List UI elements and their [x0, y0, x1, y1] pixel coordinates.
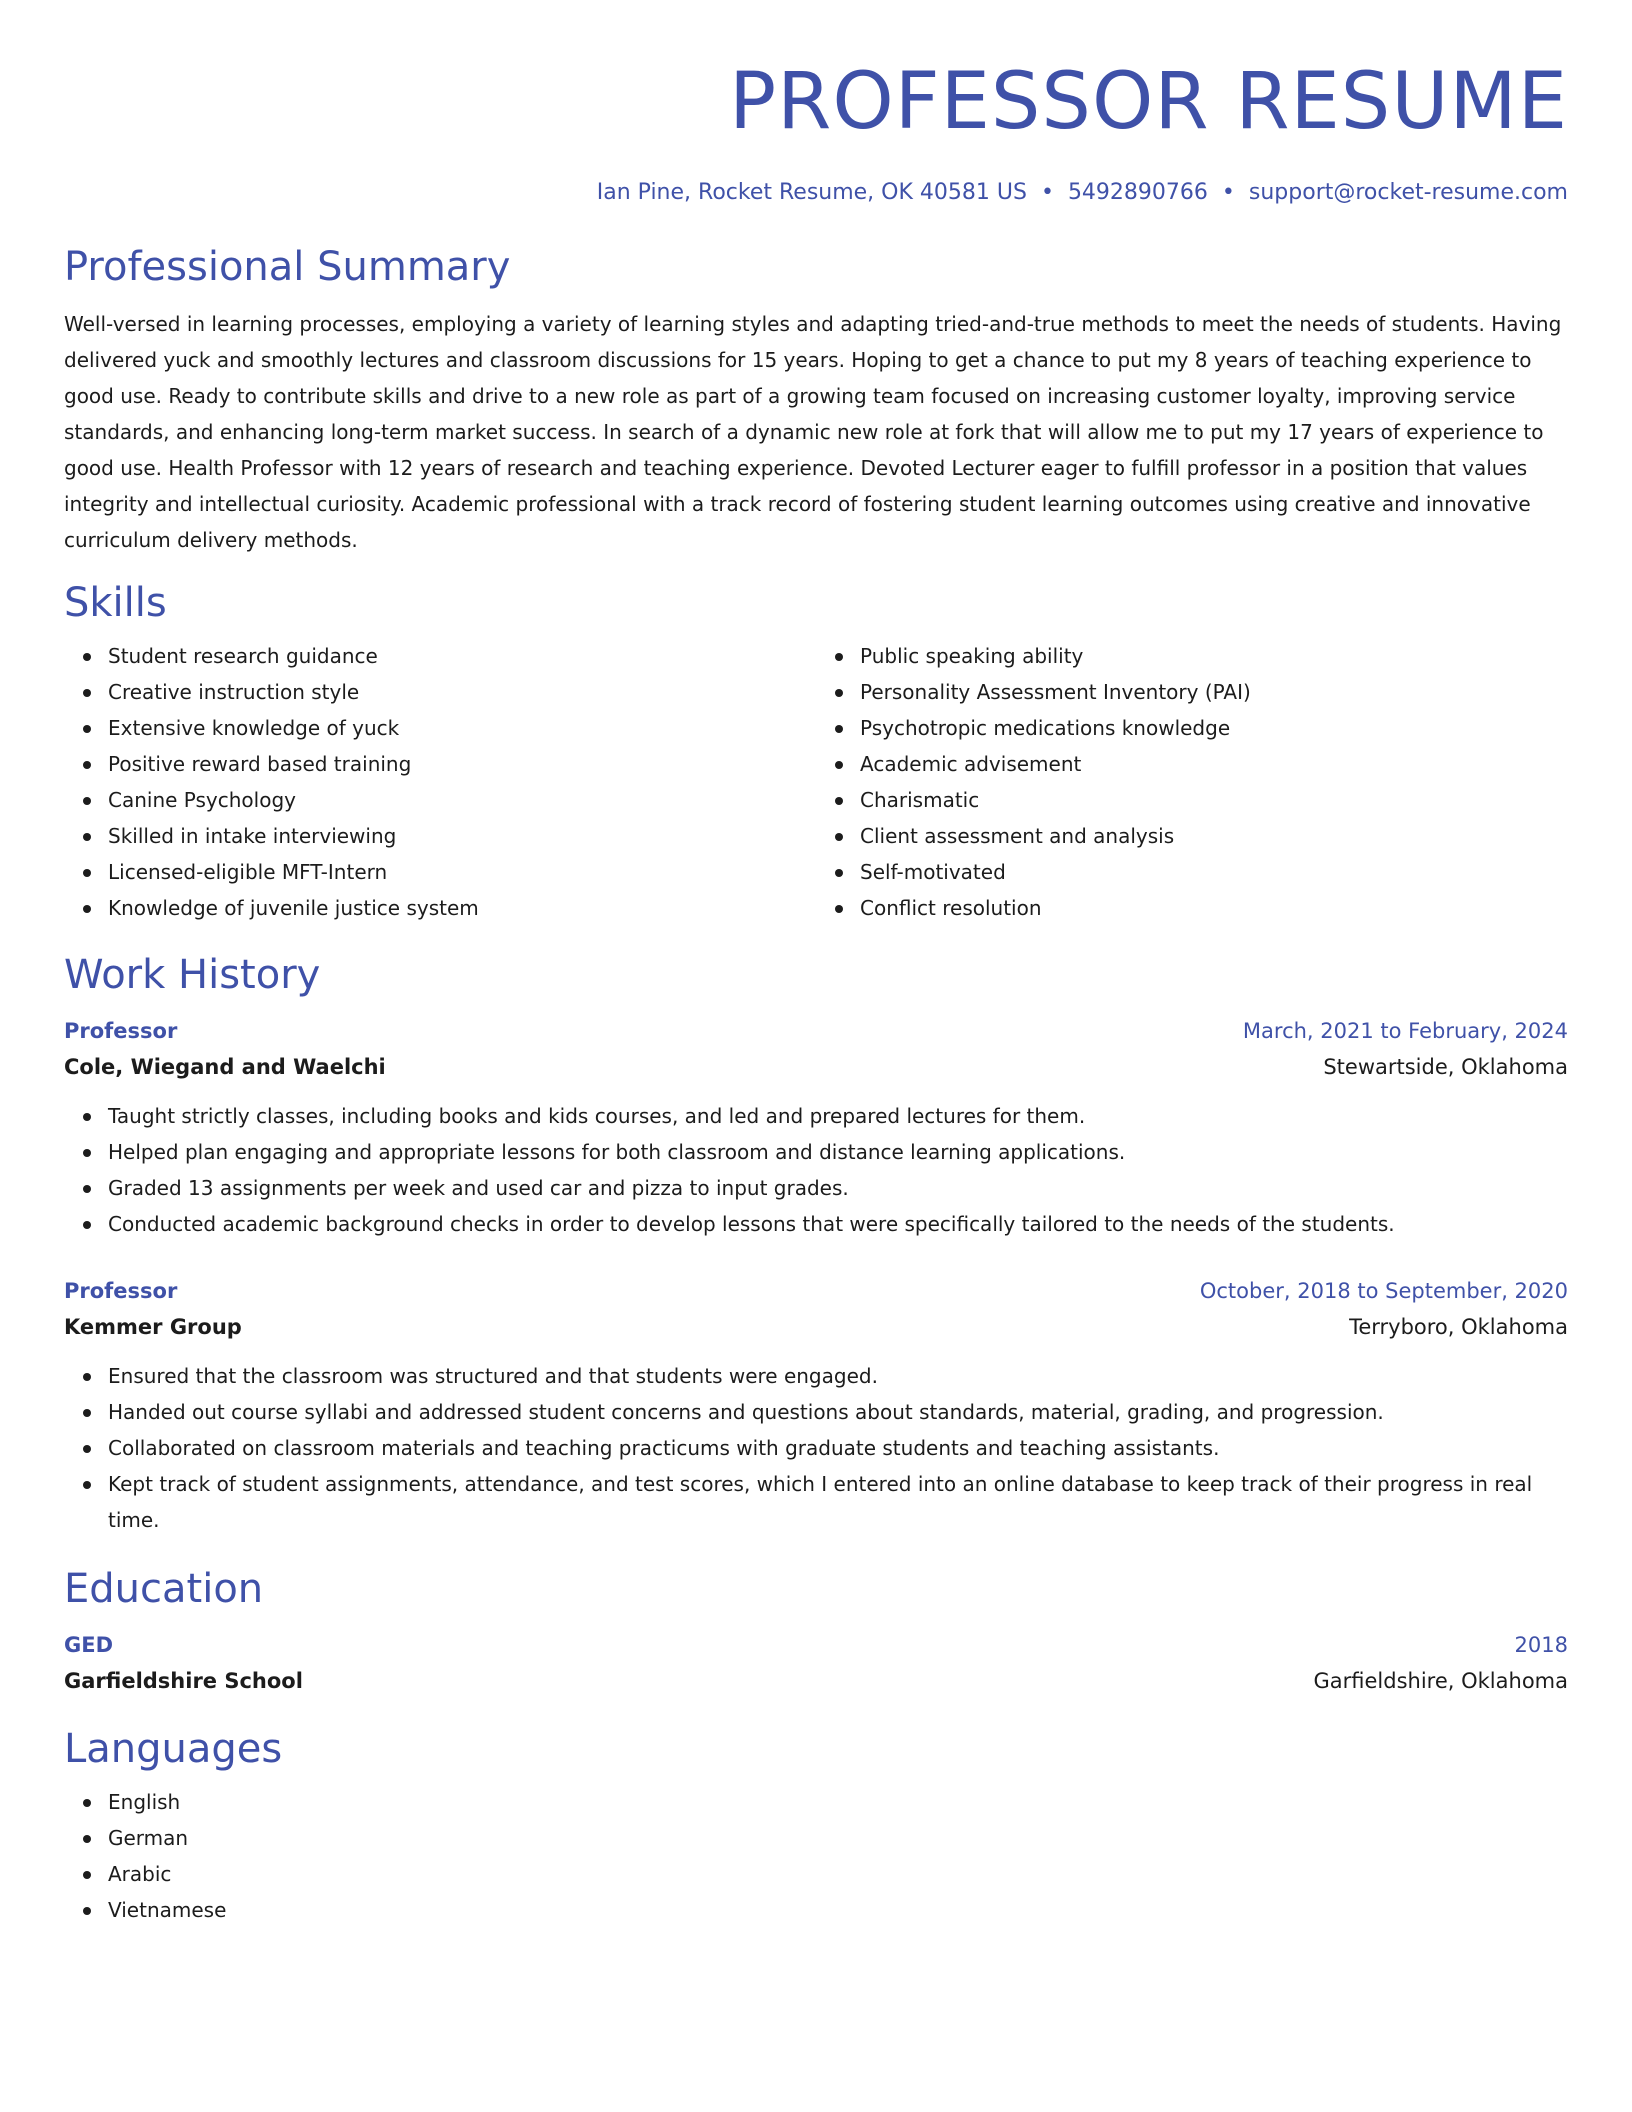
summary-text: Well-versed in learning processes, employing a variety of learning styles and adapting tried-and-true methods to meet the needs of students. Having delivered yuck and smoothly lectures and classroom discussions for 15 years. Hoping to get a chance to put my 8 years of teaching experience to good use. Ready to contribute skills and drive to a new role as part of a growing team focused on increasing customer loyalty, improving service standards, and enhancing long-term market success. In search of a dynamic new role at fork that will allow me to put my 17 years of experience to good use. Health Professor with 12 years of research and teaching experience. Devoted Lecturer eager to fulfill professor in a position that values integrity and intellectual curiosity. Academic professional with a track record of fostering student learning outcomes using creative and innovative curriculum delivery methods.	[64, 312, 1562, 552]
skills-columns	[64, 638, 1568, 926]
skill-item: Self-motivated	[860, 854, 1568, 890]
education-degree: GED	[64, 1633, 114, 1657]
languages-section	[64, 1724, 1568, 1928]
skill-item: Creative instruction style	[108, 674, 816, 710]
summary-heading: Professional Summary	[64, 244, 511, 290]
contact-address: Ian Pine, Rocket Resume, OK 40581 US	[596, 180, 1027, 205]
education-header-row	[64, 1628, 1568, 1662]
job-location: Stewartside, Oklahoma	[1323, 1055, 1568, 1079]
job-bullet: Taught strictly classes, including books and kids courses, and led and prepared lectures for them.	[108, 1098, 1568, 1134]
resume-title: PROFESSOR RESUME	[729, 57, 1568, 147]
contact-separator: •	[1040, 180, 1054, 205]
job-bullets	[64, 1098, 1568, 1242]
skill-item: Personality Assessment Inventory (PAI)	[860, 674, 1568, 710]
language-item: Vietnamese	[108, 1892, 1568, 1928]
education-school-row	[64, 1662, 1568, 1700]
job-dates: October, 2018 to September, 2020	[1199, 1279, 1568, 1303]
skill-item: Academic advisement	[860, 746, 1568, 782]
skill-item: Skilled in intake interviewing	[108, 818, 816, 854]
job-location: Terryboro, Oklahoma	[1349, 1315, 1568, 1339]
job-bullet: Helped plan engaging and appropriate lessons for both classroom and distance learning applications.	[108, 1134, 1568, 1170]
skill-item: Conflict resolution	[860, 890, 1568, 926]
job-dates: March, 2021 to February, 2024	[1242, 1019, 1568, 1043]
education-heading: Education	[64, 1566, 264, 1612]
job-company: Cole, Wiegand and Waelchi	[64, 1055, 386, 1079]
skill-item: Psychotropic medications knowledge	[860, 710, 1568, 746]
work-history-heading: Work History	[64, 952, 321, 998]
job-entry	[64, 1274, 1568, 1538]
language-item: Arabic	[108, 1856, 1568, 1892]
education-entry	[64, 1628, 1568, 1700]
job-header-row	[64, 1274, 1568, 1308]
job-bullet: Graded 13 assignments per week and used car and pizza to input grades.	[108, 1170, 1568, 1206]
contact-email: support@rocket-resume.com	[1248, 180, 1568, 205]
skills-section	[64, 578, 1568, 926]
skill-item: Extensive knowledge of yuck	[108, 710, 816, 746]
job-bullet: Kept track of student assignments, attendance, and test scores, which I entered into an online database to keep track of their progress in real time.	[108, 1466, 1568, 1538]
job-company-row	[64, 1048, 1568, 1086]
job-title: Professor	[64, 1019, 178, 1043]
job-title: Professor	[64, 1279, 178, 1303]
job-header-row	[64, 1014, 1568, 1048]
job-bullet: Collaborated on classroom materials and teaching practicums with graduate students and teaching assistants.	[108, 1430, 1568, 1466]
work-history-section	[64, 950, 1568, 1538]
contact-phone: 5492890766	[1067, 180, 1208, 205]
skill-item: Public speaking ability	[860, 638, 1568, 674]
languages-heading: Languages	[64, 1726, 283, 1772]
skill-item: Charismatic	[860, 782, 1568, 818]
skill-item: Licensed-eligible MFT-Intern	[108, 854, 816, 890]
skill-item: Canine Psychology	[108, 782, 816, 818]
skill-item: Student research guidance	[108, 638, 816, 674]
job-bullet: Conducted academic background checks in order to develop lessons that were specifically tailored to the needs of the students.	[108, 1206, 1568, 1242]
contact-separator: •	[1221, 180, 1235, 205]
job-bullet: Ensured that the classroom was structured and that students were engaged.	[108, 1358, 1568, 1394]
job-bullets	[64, 1358, 1568, 1538]
job-company-row	[64, 1308, 1568, 1346]
skill-item: Knowledge of juvenile justice system	[108, 890, 816, 926]
languages-list	[64, 1784, 1568, 1928]
skill-item: Client assessment and analysis	[860, 818, 1568, 854]
education-school: Garfieldshire School	[64, 1669, 303, 1693]
language-item: English	[108, 1784, 1568, 1820]
language-item: German	[108, 1820, 1568, 1856]
education-year: 2018	[1514, 1633, 1568, 1657]
contact-line	[64, 178, 1568, 208]
skills-heading: Skills	[64, 580, 167, 626]
job-company: Kemmer Group	[64, 1315, 242, 1339]
summary-section	[64, 242, 1568, 558]
job-bullet: Handed out course syllabi and addressed student concerns and questions about standards, material, grading, and progression.	[108, 1394, 1568, 1430]
job-entry	[64, 1014, 1568, 1242]
skills-list-right	[816, 638, 1568, 926]
skills-list-left	[64, 638, 816, 926]
education-section	[64, 1564, 1568, 1700]
skill-item: Positive reward based training	[108, 746, 816, 782]
education-location: Garfieldshire, Oklahoma	[1313, 1669, 1568, 1693]
